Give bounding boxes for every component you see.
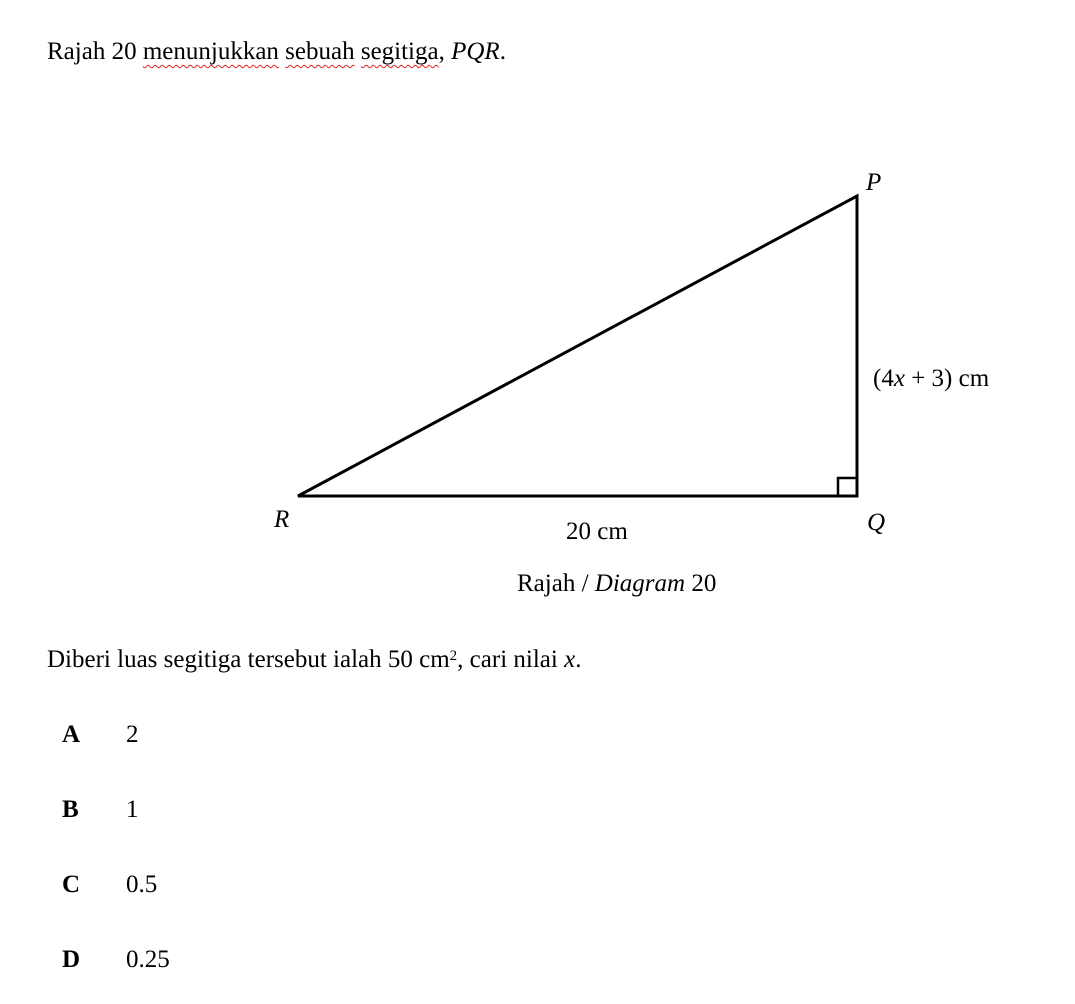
vertex-label-p: P xyxy=(866,169,882,196)
prompt-variable: x xyxy=(564,646,576,673)
caption-number: 20 xyxy=(685,570,717,597)
prompt-text: , cari nilai xyxy=(457,646,565,673)
intro-text: , xyxy=(438,38,452,65)
side-pq-label-close: + 3) cm xyxy=(904,365,990,392)
intro-word-sebuah: sebuah xyxy=(285,38,355,65)
option-letter: B xyxy=(62,796,79,823)
side-rq-label: 20 cm xyxy=(566,518,628,545)
intro-word-menunjukkan: menunjukkan xyxy=(142,38,279,65)
right-angle-marker xyxy=(838,478,857,496)
option-b[interactable] xyxy=(62,794,139,826)
option-value: 0.25 xyxy=(126,946,170,973)
prompt-text: . xyxy=(575,646,582,673)
option-a[interactable] xyxy=(62,719,139,751)
option-d[interactable] xyxy=(62,944,170,976)
prompt-superscript: 2 xyxy=(449,648,458,664)
intro-text: Rajah 20 xyxy=(47,38,143,65)
caption-italic: Diagram xyxy=(594,570,686,597)
option-letter: C xyxy=(62,871,81,898)
question-prompt xyxy=(47,644,581,676)
option-letter: D xyxy=(62,946,81,973)
intro-word-segitiga: segitiga xyxy=(360,38,439,65)
vertex-label-q: Q xyxy=(867,509,886,536)
diagram-caption xyxy=(517,568,716,600)
option-value: 1 xyxy=(126,796,139,823)
option-value: 0.5 xyxy=(126,871,158,898)
prompt-text: Diberi luas segitiga tersebut ialah 50 cm xyxy=(47,646,450,673)
option-c[interactable] xyxy=(62,869,157,901)
option-value: 2 xyxy=(126,721,139,748)
caption-main: Rajah / xyxy=(517,570,595,597)
intro-text: . xyxy=(499,38,506,65)
side-pq-label xyxy=(873,365,990,392)
vertex-label-r: R xyxy=(274,506,290,533)
side-pq-label-open: (4 xyxy=(873,365,894,392)
triangle-pqr xyxy=(298,196,857,496)
side-pq-label-var: x xyxy=(893,365,905,392)
option-letter: A xyxy=(62,721,81,748)
intro-triangle-name: PQR xyxy=(451,38,500,65)
